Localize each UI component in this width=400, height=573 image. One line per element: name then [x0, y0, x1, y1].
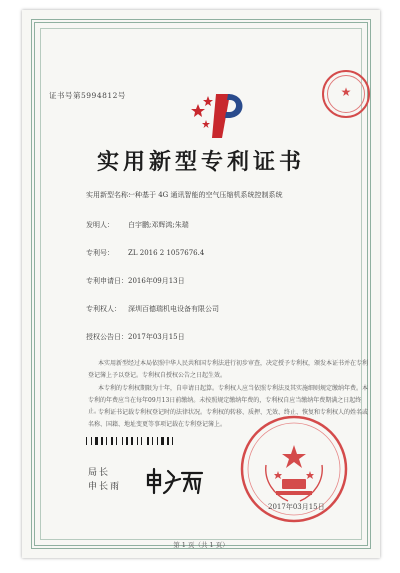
- field-label: 专利号：: [86, 249, 114, 257]
- field-inventors: [86, 220, 189, 230]
- field-value: 深圳百德瑞机电设备有限公司: [128, 305, 219, 313]
- red-seal-icon: ★: [322, 70, 370, 118]
- field-value: 2017年03月15日: [128, 333, 185, 341]
- field-utility-model-name: [86, 190, 283, 200]
- paragraph-grant: 本实用新型经过本局依照中华人民共和国专利法进行初步审查，决定授予专利权，颁发本证书并在专利登记簿上予以登记。专利权自授权公告之日起生效。: [88, 360, 369, 379]
- issue-date: 2017年03月15日: [268, 503, 325, 511]
- barcode-icon: [86, 437, 194, 445]
- field-label: 实用新型名称：: [86, 191, 135, 199]
- field-label: 发明人：: [86, 221, 114, 229]
- patent-office-logo-icon: [190, 90, 250, 142]
- field-value: 一种基于 4G 通讯智能的空气压缩机系统控制系统: [128, 191, 283, 199]
- field-label: 授权公告日：: [86, 333, 128, 341]
- signer-title: 局长: [88, 468, 111, 478]
- paragraph-legal-status: 专利证书记载专利权登记时的法律状况。专利权的转移、质押、无效、终止、恢复和专利权人的姓名或名称、国籍、地址变更等事项记载在专利登记簿上。: [88, 409, 369, 428]
- field-application-date: [86, 276, 185, 286]
- field-label: 专利申请日：: [86, 277, 128, 285]
- field-patentee: [86, 304, 219, 314]
- signer-name: 申长雨: [88, 482, 122, 492]
- page-footer: 第 1 页（共 1 页）: [173, 541, 229, 549]
- certificate-title: 实用新型专利证书: [96, 149, 305, 175]
- field-value: ZL 2016 2 1057676.4: [128, 249, 205, 257]
- handwritten-signature: [144, 465, 206, 495]
- field-value: 白宇鹏;邓辉鸿;朱瑞: [128, 221, 189, 229]
- field-grant-date: [86, 332, 185, 342]
- field-label: 专利权人：: [86, 305, 121, 313]
- field-patent-number: [86, 248, 204, 258]
- field-value: 2016年09月13日: [128, 277, 185, 285]
- certificate-page: [22, 10, 380, 558]
- paragraph-term: 本专利的专利权期限为十年，自申请日起算。专利权人应当依照专利法及其实施细则规定缴纳年费。本专利的年费应当在每年09月13日前缴纳。未按照规定缴纳年费的，专利权自应当缴纳年费期满之日起终止。: [88, 385, 369, 415]
- certificate-number: 证书号第5994812号: [49, 91, 126, 100]
